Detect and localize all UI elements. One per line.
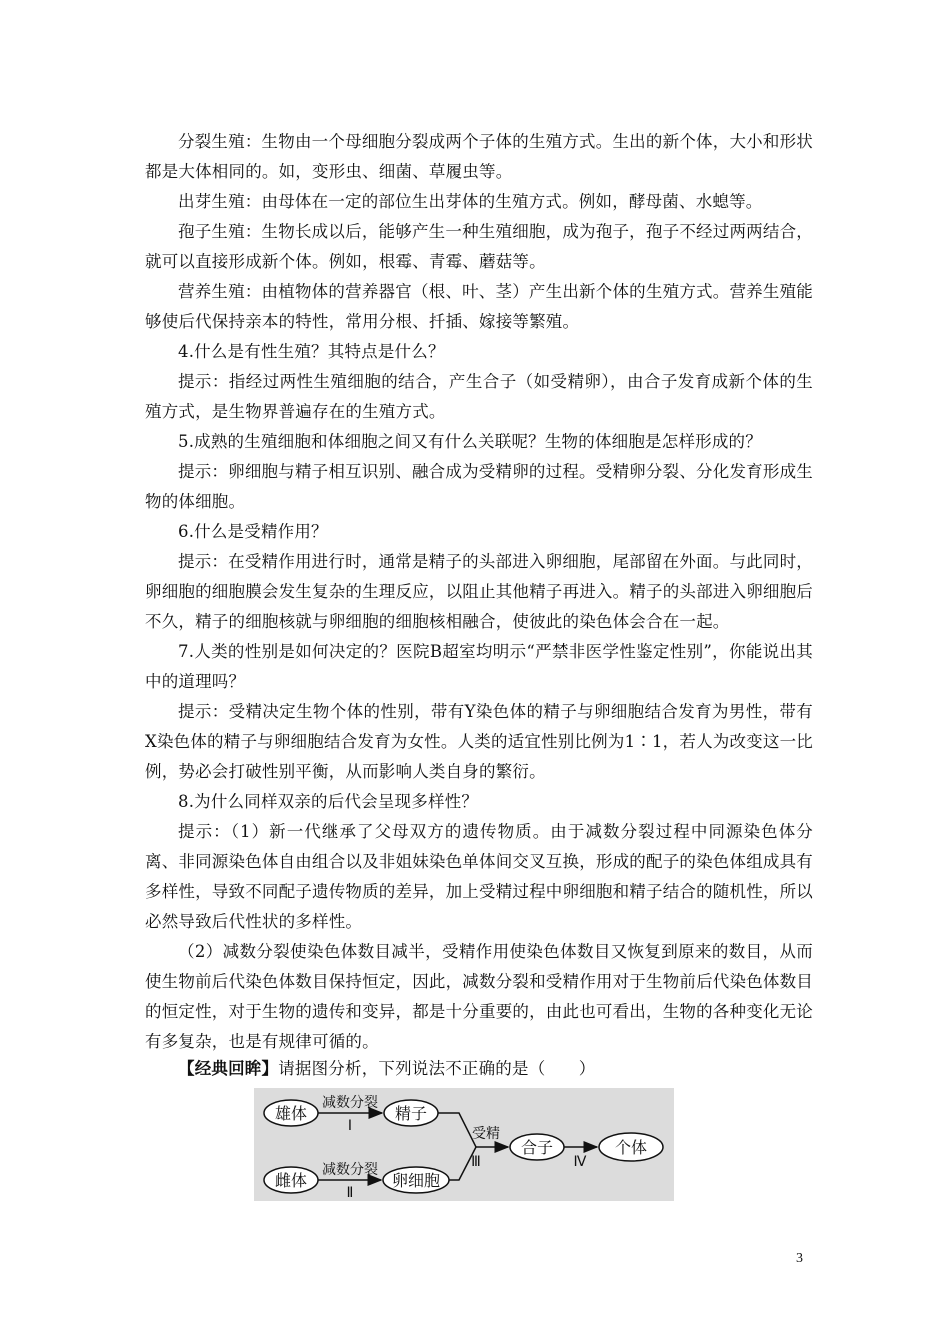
answer-5: 提示：卵细胞与精子相互识别、融合成为受精卵的过程。受精卵分裂、分化发育形成生物的体细胞。	[145, 462, 813, 511]
paragraph-vegetative: 营养生殖：由植物体的营养器官（根、叶、茎）产生出新个体的生殖方式。营养生殖能够使后代保持亲本的特性，常用分根、扦插、嫁接等繁殖。	[145, 282, 813, 331]
question-7: 7.人类的性别是如何决定的？医院B超室均明示“严禁非医学性鉴定性别”，你能说出其中的道理吗？	[145, 642, 813, 691]
paragraph-fission: 分裂生殖：生物由一个母细胞分裂成两个子体的生殖方式。生出的新个体，大小和形状都是大体相同的。如，变形虫、细菌、草履虫等。	[145, 132, 813, 181]
zygote-label: 合子	[520, 1138, 554, 1157]
review-text: 请据图分析，下列说法不正确的是（ ）	[278, 1059, 596, 1078]
answer-4: 提示：指经过两性生殖细胞的结合，产生合子（如受精卵），由合子发育成新个体的生殖方式，是生物界普遍存在的生殖方式。	[145, 372, 813, 421]
step4-num: Ⅳ	[573, 1154, 587, 1170]
step1-label: 减数分裂	[322, 1095, 378, 1111]
step3-label: 受精	[472, 1126, 500, 1142]
review-label: 【经典回眸】	[178, 1059, 279, 1078]
question-6: 6.什么是受精作用？	[178, 522, 328, 541]
answer-6: 提示：在受精作用进行时，通常是精子的头部进入卵细胞，尾部留在外面。与此同时，卵细胞的细胞膜会发生复杂的生理反应，以阻止其他精子再进入。精子的头部进入卵细胞后不久，精子的细胞核就与卵细胞的细胞核相融合，使彼此的染色体会合在一起。	[145, 552, 813, 631]
paragraph-spore: 孢子生殖：生物长成以后，能够产生一种生殖细胞，成为孢子，孢子不经过两两结合，就可以直接形成新个体。例如，根霉、青霉、蘑菇等。	[145, 222, 813, 271]
page-number: 3	[796, 1251, 803, 1266]
line-sperm-merge	[438, 1113, 476, 1147]
reproduction-diagram-svg	[254, 1088, 674, 1201]
sperm-label: 精子	[394, 1104, 428, 1123]
answer-8-part2: （2）减数分裂使染色体数目减半，受精作用使染色体数目又恢复到原来的数目，从而使生物前后代染色体数目保持恒定，因此，减数分裂和受精作用对于生物前后代染色体数目的恒定性，对于生物的遗传和变异，都是十分重要的，由此也可看出，生物的各种变化无论有多复杂，也是有规律可循的。	[145, 942, 813, 1051]
paragraph-budding: 出芽生殖：由母体在一定的部位生出芽体的生殖方式。例如，酵母菌、水螅等。	[178, 192, 763, 211]
question-5: 5.成熟的生殖细胞和体细胞之间又有什么关联呢？生物的体细胞是怎样形成的？	[178, 432, 762, 451]
question-4: 4.什么是有性生殖？其特点是什么？	[178, 342, 445, 361]
question-8: 8.为什么同样双亲的后代会呈现多样性？	[178, 792, 479, 811]
reproduction-diagram	[254, 1088, 674, 1201]
female-label: 雌体	[274, 1171, 308, 1190]
answer-8-part1: 提示：（1）新一代继承了父母双方的遗传物质。由于减数分裂过程中同源染色体分离、非同源染色体自由组合以及非姐妹染色单体间交叉互换，形成的配子的染色体组成具有多样性，导致不同配子遗传物质的差异，加上受精过程中卵细胞和精子结合的随机性，所以必然导致后代性状的多样性。	[145, 822, 813, 931]
review-question	[145, 1054, 813, 1084]
male-label: 雄体	[274, 1104, 308, 1123]
step2-num: Ⅱ	[346, 1185, 354, 1201]
step3-num: Ⅲ	[471, 1154, 481, 1170]
step2-label: 减数分裂	[322, 1162, 378, 1178]
individual-label: 个体	[614, 1138, 648, 1157]
answer-7: 提示：受精决定生物个体的性别，带有Y染色体的精子与卵细胞结合发育为男性，带有X染色体的精子与卵细胞结合发育为女性。人类的适宜性别比例为1∶1，若人为改变这一比例，势必会打破性别平衡，从而影响人类自身的繁衍。	[145, 702, 813, 781]
egg-label: 卵细胞	[391, 1171, 441, 1190]
step1-num: Ⅰ	[347, 1118, 353, 1134]
